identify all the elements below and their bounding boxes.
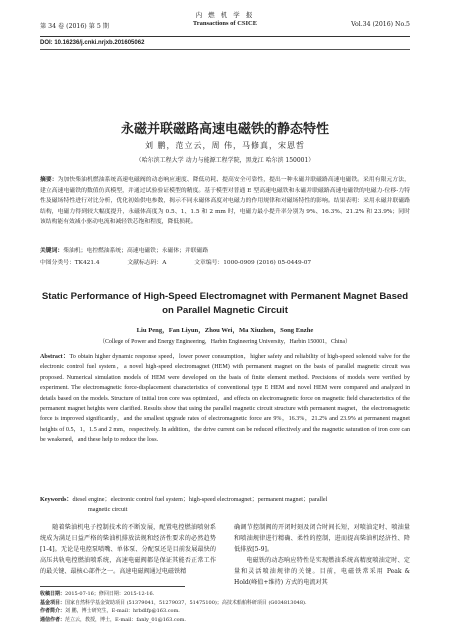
header-journal-cn: 内 燃 机 学 报 — [195, 11, 255, 19]
header-journal-en: Transactions of CSICE — [192, 20, 258, 27]
body-paragraph: 电磁铁的动态响应特性是实现燃油系统高精度喷油定时、定量和灵活喷油规律的关键。目前，电磁铁常采用 Peak & Hold(峰值+维持) 方式的电流对其 — [234, 557, 410, 586]
abstract-en-label: Abstract： — [40, 354, 70, 360]
doi-rule — [40, 49, 410, 50]
header-volume-en: Vol.34 (2016) No.5 — [351, 21, 410, 28]
footnote-rule — [40, 586, 185, 587]
keywords-cn-label: 关键词： — [40, 248, 64, 254]
doi: DOI: 10.16236/j.cnki.nrjxb.201605062 — [40, 40, 145, 46]
document-code: 文献标志码：A — [127, 260, 167, 266]
authors-en: Liu Peng，Fan Liyun，Zhou Wei，Ma Xiuzhen，Song Enzhe — [136, 327, 314, 334]
body-column-left — [40, 522, 216, 577]
affiliation-en: （College of Power and Energy Engineering，Harbin Engineering University，Harbin 150001，China） — [99, 339, 351, 345]
body-column-right — [234, 522, 410, 588]
body-paragraph: 随着柴油机电子控制技术的不断发展，配置电控燃油喷射系统成为满足日益严格的柴油机排放法规和经济性要求的必然趋势[1-4]。无论是电控泵喷嘴、单体泵、分配泵还是目前发展最快的高压共轨电控燃油喷系统，高速电磁阀都是保证其能否正常工作的最关键、最核心部件之一。高速电磁阀通过电磁铁精 — [40, 524, 216, 575]
abstract-cn-label: 摘要： — [40, 177, 58, 183]
keywords-en-text-1: diesel engine；electronic control fuel system；high-speed electromagnet；permanent magnet；parallel — [72, 497, 328, 503]
article-id: 文章编号：1000-0909 (2016) 05-0449-07 — [194, 260, 312, 266]
keywords-en — [40, 495, 410, 516]
affiliation-cn: （哈尔滨工程大学 动力与能源工程学院，黑龙江 哈尔滨 150001） — [135, 157, 315, 164]
title-en: Static Performance of High-Speed Electromagnet with Permanent Magnet Based on Parallel Magnetic Circuit — [41, 291, 409, 316]
clc-number: 中图分类号：TK421.4 — [40, 260, 100, 266]
footnote-author: 作者简介：刘 鹏，博士研究生，E-mail：hrbdlfp@163.com. — [40, 608, 180, 615]
keywords-cn-text: 柴油机；电控燃油系统；高速电磁铁；永磁体；并联磁路 — [63, 248, 209, 254]
abstract-en-text: To obtain higher dynamic response speed，lower power consumption，higher safety and reliability of high-speed solenoid valve for the electronic control fuel system，a novel high-speed electromagnet (HEM) with permanent magnet on the basis of parallel magnetic circuit was proposed. Numerical simulation models of HEM were developed on the basis of finite element method. Precisions of models were verified by experiment. The electromagnetic force-displacement characteristics of conventional type E HEM and novel HEM were compared and analyzed in details based on the models. Structure of initial iron core was optimized，and effects on electromagnetic force on magnetic field characteristics of the permanent magnet heights were clarified. Results show that using the parallel magnetic circuit structure with permanent magnet，the electromagnetic force is improved significantly，and the smallest upgrade rates of electromagnetic force are 9%，16.3%，21.2% and 23.9% at permanent magnet heights of 0.5，1，1.5 and 2 mm，respectively. In addition，the drive current can be reduced effectively and the magnetic saturation of iron core can be weakened，and these help to reduce the loss. — [40, 354, 410, 444]
abstract-cn — [40, 175, 410, 228]
footnote-received: 收稿日期：2015-07-16；修回日期：2015-12-16. — [40, 591, 155, 597]
footnote-funding: 基金项目：国家自然科学基金资助项目 (51379041，51279037，51475100)；高技术船舶科研项目 (G034813048). — [40, 599, 307, 606]
title-cn: 永磁并联磁路高速电磁铁的静态特性 — [120, 122, 329, 137]
keywords-en-text-2: magnetic circuit — [88, 507, 128, 514]
header-volume-cn: 第 34 卷 (2016) 第 5 期 — [40, 23, 109, 30]
classification-cn — [40, 257, 410, 266]
keywords-cn — [40, 246, 410, 256]
authors-cn: 刘 鹏，范立云，周 伟，马修真，宋恩哲 — [144, 141, 306, 150]
running-header — [40, 10, 410, 34]
abstract-cn-text: 为加快柴油机燃油系统高速电磁阀的动态响应速度、降低功耗、提高安全可靠性，提出一种永磁并联磁路高速电磁铁。采用有限元方法，建立高速电磁铁的数值仿真模型，并通过试验验证模型的精度。基于模型对普通 E 型高速电磁铁和永磁并联磁路高速电磁铁的电磁力-位移-力特性及磁场特性进行对比分析，优化初始供电参数，揭示不同永磁体高度对电磁力的作用规律和对磁场特性的影响。结果表明：采用永磁并联磁路结构，电磁力得到较大幅度提升，永磁体高度为 0.5、1、1.5 和 2 mm 时，电磁力最小提升率分别为 9%、16.3%、21.2% 和 23.9%；同时该结构能有效减小驱动电流和减轻铁芯饱和程度，降低损耗。 — [40, 177, 410, 226]
footnotes — [40, 590, 410, 624]
header-rule — [40, 36, 410, 37]
footnote-correspondent: 通信作者：范立云，教授，博士，E-mail：fanly_01@163.com. — [40, 616, 186, 623]
keywords-en-label: Keywords： — [40, 497, 73, 503]
abstract-en — [40, 352, 410, 446]
body-paragraph: 确调节控制阀的开闭时刻及闭合时间长短，对喷油定时、喷油量和喷油规律进行精确、柔性的控制，进而提高柴油机经济性、降低排放[5-9]。 — [234, 524, 410, 553]
